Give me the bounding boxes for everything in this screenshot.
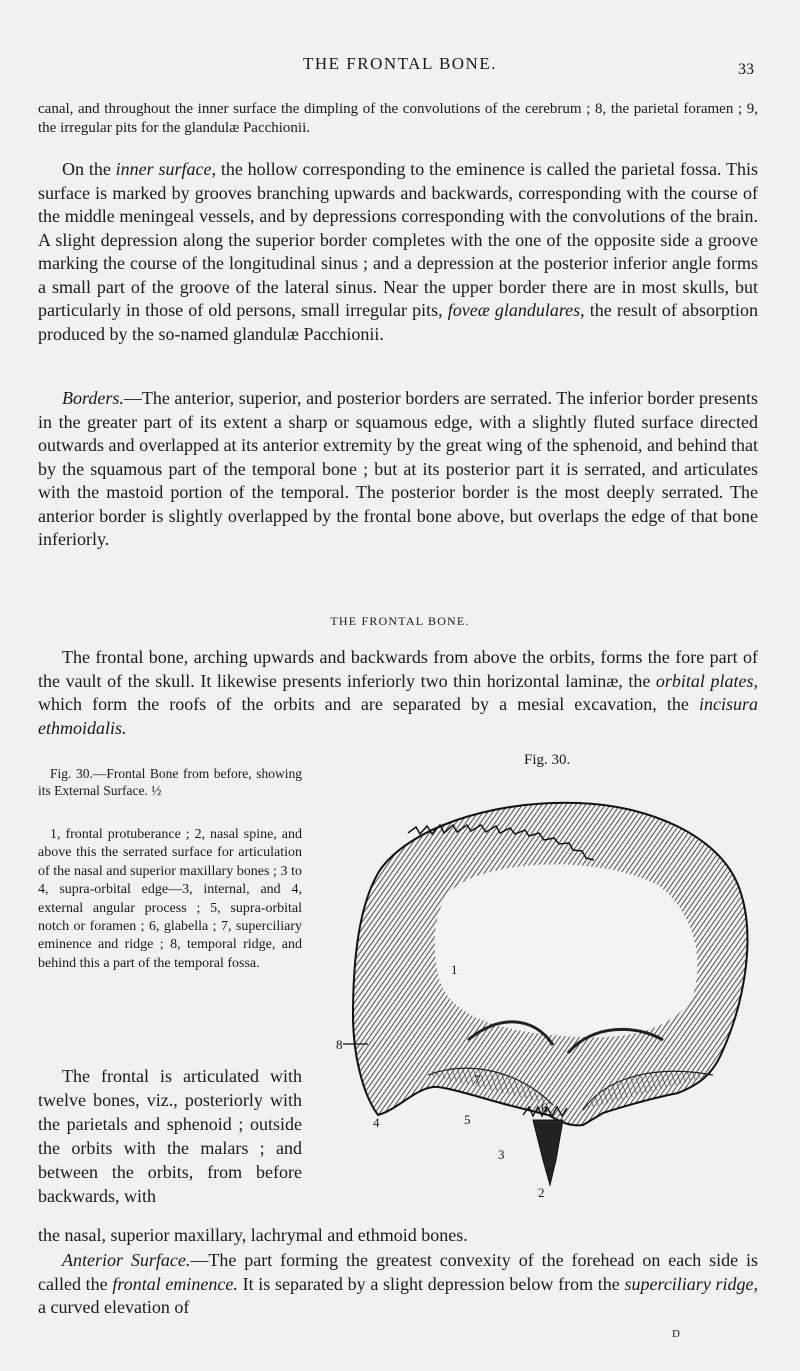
inner-surface-paragraph: [38, 158, 758, 346]
superciliary-ridge-term: superciliary ridge,: [624, 1273, 758, 1294]
label-nasal-spine: 2: [538, 1185, 545, 1200]
anterior-surface-tail: a curved elevation of: [38, 1297, 190, 1317]
inner-surface-term: inner surface,: [115, 159, 216, 179]
running-header: THE FRONTAL BONE.: [303, 54, 497, 73]
foveae-term: foveæ glandulares,: [447, 300, 585, 320]
inner-surface-tail: the result of absorption produced by the so-named glandulæ Pacchionii.: [38, 300, 759, 344]
frontal-bone-figure: [318, 775, 788, 1205]
anterior-surface-paragraph: [38, 1249, 758, 1320]
incisura-term: incisura ethmoidalis.: [38, 694, 758, 738]
label-internal-angular-process: 3: [498, 1147, 505, 1162]
frontal-intro-paragraph: [38, 646, 758, 740]
frontal-eminence-term: frontal eminence.: [112, 1273, 238, 1294]
label-superciliary-eminence: 7: [474, 1072, 481, 1087]
articulation-continuation: the nasal, superior maxillary, lachrymal and ethmoid bones.: [38, 1225, 468, 1245]
inner-surface-body: the hollow corresponding to the eminence is called the parietal fossa. This surface is marked by grooves branching upwards and backwards, corresponding with the course of the middle meningeal vessels, and by depressions corresponding with the convolutions of the brain. A slight depression along the superior border completes with the one of the opposite side a groove marking the course of the longitudinal sinus ; and a depression at the posterior inferior angle forms a small part of the groove of the lateral sinus. Near the upper border there are in most skulls, but particularly in those of old persons, small irregular pits,: [38, 159, 758, 320]
label-supraorbital-notch: 5: [464, 1112, 471, 1127]
anterior-surface-body: —The part forming the greatest convexity of the forehead on each side is called the: [38, 1250, 759, 1294]
forehead-highlight: [435, 864, 698, 1037]
orbital-plates-term: orbital plates,: [655, 670, 758, 691]
label-external-angular-process: 4: [373, 1115, 380, 1130]
figure-caption-body: 1, frontal protuberance ; 2, nasal spine, and above this the serrated surface for articulation of the nasal and superior maxillary bones ; 3 to 4, supra-orbital edge—3, internal, and 4, external angular process ; 5, supra-orbital notch or foramen ; 6, glabella ; 7, superciliary eminence and ridge ; 8, temporal ridge, and behind this a part of the temporal fossa.: [38, 827, 302, 971]
frontal-bone-illustration: [318, 775, 788, 1205]
articulation-paragraph: The frontal is articulated with twelve bones, viz., posteriorly with the parietals and sphenoid ; outside the orbits with the malars ; and between the orbits, from before backwards, with: [38, 1066, 302, 1206]
anterior-surface-mid: It is separated by a slight depression below from the: [237, 1273, 625, 1294]
frontal-intro-body: The frontal bone, arching upwards and backwards from above the orbits, forms the fore part of the vault of the skull. It likewise presents inferiorly two thin horizontal laminæ, the: [38, 647, 758, 691]
anterior-surface-label: Anterior Surface.: [62, 1250, 191, 1270]
figure-label: Fig. 30.: [524, 752, 571, 768]
borders-paragraph: [38, 387, 758, 552]
borders-body: —The anterior, superior, and posterior borders are serrated. The inferior border presents in the greater part of its extent a sharp or squamous edge, with a slightly fluted surface directed outwards and overlapped at its anterior extremity by the great wing of the sphenoid, and behind that by the squamous part of the temporal bone ; but at its posterior part it is serrated, and articulates with the mastoid portion of the temporal. The posterior border is the most deeply serrated. The anterior border is slightly overlapped by the frontal bone above, but overlaps the edge of that bone inferiorly.: [38, 388, 758, 549]
top-paragraph: canal, and throughout the inner surface the dimpling of the convolutions of the cerebrum ; 8, the parietal foramen ; 9, the irregular pits for the glandulæ Pacchionii.: [38, 101, 758, 136]
figure-caption-title: Fig. 30.—Frontal Bone from before, showing its External Surface. ½: [38, 766, 302, 798]
frontal-intro-mid: which form the roofs of the orbits and are separated by a mesial excavation, the: [38, 694, 699, 714]
label-frontal-protuberance: 1: [451, 962, 458, 977]
nasal-spine: [533, 1120, 563, 1185]
borders-label: Borders.: [62, 388, 124, 408]
page-number: 33: [738, 61, 754, 78]
label-glabella: 6: [541, 1100, 548, 1115]
label-temporal-ridge: 8: [336, 1037, 343, 1052]
signature-mark: D: [672, 1328, 680, 1340]
inner-surface-lead: On the: [62, 159, 116, 179]
section-heading: THE FRONTAL BONE.: [330, 614, 470, 628]
